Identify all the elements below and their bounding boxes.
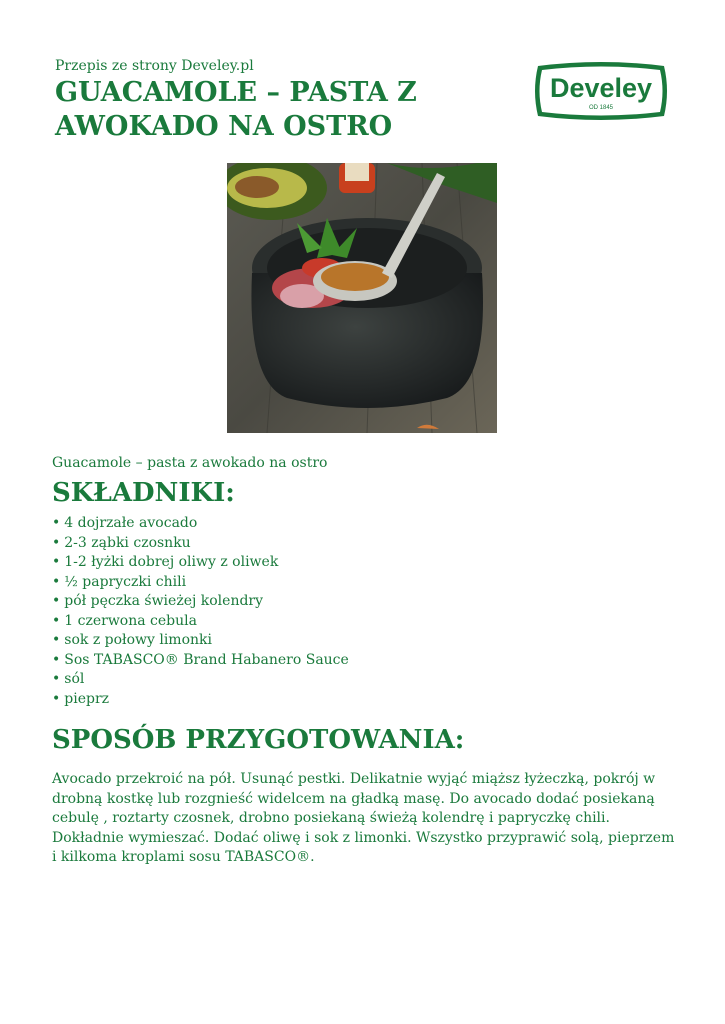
guacamole-photo xyxy=(227,163,497,433)
logo-since: OD 1845 xyxy=(588,105,614,111)
ingredient-item: • 2-3 ząbki czosnku xyxy=(52,534,349,554)
ingredient-item: • pieprz xyxy=(52,690,349,710)
ingredient-item: • ½ papryczki chili xyxy=(52,573,349,593)
source-text: Przepis ze strony Develey.pl xyxy=(55,58,254,74)
develey-logo xyxy=(532,60,670,122)
page-title xyxy=(55,76,475,144)
title-line-1: GUACAMOLE – PASTA Z xyxy=(55,77,417,108)
ingredient-item: • pół pęczka świeżej kolendry xyxy=(52,592,349,612)
ingredient-item: • 4 dojrzałe avocado xyxy=(52,514,349,534)
preparation-text: Avocado przekroić na pół. Usunąć pestki. Delikatnie wyjąć miąższ łyżeczką, pokrój w drobną kostkę lub rozgnieść widelcem na gładką masę. Do avocado dodać posiekaną cebulę , roztarty czosnek, drobno posiekaną świeżą kolendrę i papryczkę chili. Dokładnie wymieszać. Dodać oliwę i sok z limonki. Wszystko przyprawić solą, pieprzem i kilkoma kroplami sosu TABASCO®. xyxy=(52,771,675,866)
ingredient-item: • 1-2 łyżki dobrej oliwy z oliwek xyxy=(52,553,349,573)
ingredients-heading: SKŁADNIKI: xyxy=(52,478,235,508)
logo-brand: Develey xyxy=(549,73,653,103)
preparation-heading: SPOSÓB PRZYGOTOWANIA: xyxy=(52,725,465,755)
ingredient-item: • 1 czerwona cebula xyxy=(52,612,349,632)
ingredient-item: • sok z połowy limonki xyxy=(52,631,349,651)
title-line-2: AWOKADO NA OSTRO xyxy=(55,111,393,142)
ingredient-item: • Sos TABASCO® Brand Habanero Sauce xyxy=(52,651,349,671)
photo-caption: Guacamole – pasta z awokado na ostro xyxy=(52,455,328,471)
ingredient-item: • sól xyxy=(52,670,349,690)
ingredients-list xyxy=(52,514,349,709)
